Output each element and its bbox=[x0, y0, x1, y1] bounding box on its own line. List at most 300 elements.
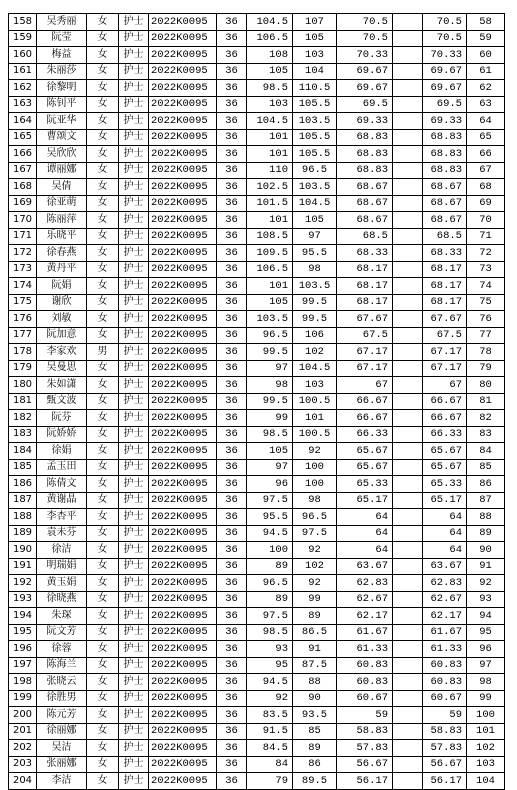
seq-cell: 196 bbox=[9, 641, 37, 658]
table-row bbox=[9, 14, 505, 31]
count-cell: 36 bbox=[217, 558, 247, 575]
table-row bbox=[9, 657, 505, 674]
score-b-cell: 92 bbox=[293, 575, 337, 592]
score-b-cell: 103.5 bbox=[293, 113, 337, 130]
score-b-cell: 97 bbox=[293, 228, 337, 245]
score-a-cell: 97.5 bbox=[247, 492, 293, 509]
score-b-cell: 99 bbox=[293, 591, 337, 608]
seq-cell: 182 bbox=[9, 410, 37, 427]
name-cell: 徐亚萌 bbox=[37, 195, 87, 212]
rank-cell: 101 bbox=[467, 723, 505, 740]
gender-cell: 女 bbox=[87, 129, 119, 146]
score-a-cell: 95 bbox=[247, 657, 293, 674]
count-cell: 36 bbox=[217, 360, 247, 377]
total-cell: 66.33 bbox=[423, 426, 467, 443]
seq-cell: 163 bbox=[9, 96, 37, 113]
score-a-cell: 98.5 bbox=[247, 80, 293, 97]
position-cell: 护士 bbox=[119, 146, 149, 163]
score-a-cell: 99.5 bbox=[247, 344, 293, 361]
position-code-cell: 2022K0095 bbox=[149, 294, 217, 311]
score-c-cell: 69.67 bbox=[337, 80, 393, 97]
position-cell: 护士 bbox=[119, 756, 149, 773]
total-cell: 68.67 bbox=[423, 195, 467, 212]
rank-cell: 86 bbox=[467, 476, 505, 493]
position-code-cell: 2022K0095 bbox=[149, 657, 217, 674]
table-row bbox=[9, 591, 505, 608]
total-cell: 70.33 bbox=[423, 47, 467, 64]
score-b-cell: 89.5 bbox=[293, 773, 337, 790]
count-cell: 36 bbox=[217, 575, 247, 592]
total-cell: 67.17 bbox=[423, 344, 467, 361]
table-row bbox=[9, 377, 505, 394]
position-cell: 护士 bbox=[119, 212, 149, 229]
gender-cell: 女 bbox=[87, 459, 119, 476]
position-cell: 护士 bbox=[119, 591, 149, 608]
position-code-cell: 2022K0095 bbox=[149, 360, 217, 377]
score-c-cell: 65.67 bbox=[337, 443, 393, 460]
score-c-cell: 70.5 bbox=[337, 14, 393, 31]
score-b-cell: 98 bbox=[293, 261, 337, 278]
position-code-cell: 2022K0095 bbox=[149, 195, 217, 212]
blank-cell bbox=[393, 459, 423, 476]
blank-cell bbox=[393, 740, 423, 757]
blank-cell bbox=[393, 756, 423, 773]
seq-cell: 158 bbox=[9, 14, 37, 31]
seq-cell: 191 bbox=[9, 558, 37, 575]
name-cell: 陈倩文 bbox=[37, 476, 87, 493]
score-a-cell: 97 bbox=[247, 360, 293, 377]
position-code-cell: 2022K0095 bbox=[149, 558, 217, 575]
score-c-cell: 62.83 bbox=[337, 575, 393, 592]
score-a-cell: 94.5 bbox=[247, 674, 293, 691]
name-cell: 吴倩 bbox=[37, 179, 87, 196]
count-cell: 36 bbox=[217, 146, 247, 163]
seq-cell: 188 bbox=[9, 509, 37, 526]
blank-cell bbox=[393, 30, 423, 47]
blank-cell bbox=[393, 410, 423, 427]
position-cell: 护士 bbox=[119, 360, 149, 377]
total-cell: 64 bbox=[423, 525, 467, 542]
score-a-cell: 89 bbox=[247, 558, 293, 575]
total-cell: 67.5 bbox=[423, 327, 467, 344]
seq-cell: 189 bbox=[9, 525, 37, 542]
table-row bbox=[9, 47, 505, 64]
gender-cell: 女 bbox=[87, 294, 119, 311]
position-cell: 护士 bbox=[119, 525, 149, 542]
position-code-cell: 2022K0095 bbox=[149, 641, 217, 658]
total-cell: 70.5 bbox=[423, 14, 467, 31]
name-cell: 吴欣欣 bbox=[37, 146, 87, 163]
total-cell: 65.17 bbox=[423, 492, 467, 509]
table-row bbox=[9, 393, 505, 410]
gender-cell: 女 bbox=[87, 723, 119, 740]
score-c-cell: 61.67 bbox=[337, 624, 393, 641]
score-b-cell: 99.5 bbox=[293, 294, 337, 311]
seq-cell: 169 bbox=[9, 195, 37, 212]
score-b-cell: 110.5 bbox=[293, 80, 337, 97]
blank-cell bbox=[393, 575, 423, 592]
score-b-cell: 104.5 bbox=[293, 360, 337, 377]
position-cell: 护士 bbox=[119, 740, 149, 757]
position-code-cell: 2022K0095 bbox=[149, 228, 217, 245]
total-cell: 58.83 bbox=[423, 723, 467, 740]
position-code-cell: 2022K0095 bbox=[149, 80, 217, 97]
gender-cell: 女 bbox=[87, 657, 119, 674]
rank-cell: 83 bbox=[467, 426, 505, 443]
rank-cell: 71 bbox=[467, 228, 505, 245]
count-cell: 36 bbox=[217, 278, 247, 295]
count-cell: 36 bbox=[217, 344, 247, 361]
table-row bbox=[9, 410, 505, 427]
table-row bbox=[9, 96, 505, 113]
count-cell: 36 bbox=[217, 228, 247, 245]
count-cell: 36 bbox=[217, 113, 247, 130]
score-b-cell: 92 bbox=[293, 542, 337, 559]
score-c-cell: 63.67 bbox=[337, 558, 393, 575]
seq-cell: 179 bbox=[9, 360, 37, 377]
position-code-cell: 2022K0095 bbox=[149, 47, 217, 64]
count-cell: 36 bbox=[217, 657, 247, 674]
total-cell: 67.17 bbox=[423, 360, 467, 377]
total-cell: 70.5 bbox=[423, 30, 467, 47]
score-b-cell: 100.5 bbox=[293, 393, 337, 410]
seq-cell: 176 bbox=[9, 311, 37, 328]
position-code-cell: 2022K0095 bbox=[149, 608, 217, 625]
blank-cell bbox=[393, 228, 423, 245]
table-row bbox=[9, 261, 505, 278]
rank-cell: 62 bbox=[467, 80, 505, 97]
table-row bbox=[9, 245, 505, 262]
seq-cell: 183 bbox=[9, 426, 37, 443]
rank-cell: 97 bbox=[467, 657, 505, 674]
rank-cell: 91 bbox=[467, 558, 505, 575]
total-cell: 65.33 bbox=[423, 476, 467, 493]
name-cell: 吴秀丽 bbox=[37, 14, 87, 31]
blank-cell bbox=[393, 96, 423, 113]
seq-cell: 174 bbox=[9, 278, 37, 295]
position-code-cell: 2022K0095 bbox=[149, 509, 217, 526]
name-cell: 袁未芬 bbox=[37, 525, 87, 542]
rank-cell: 67 bbox=[467, 162, 505, 179]
blank-cell bbox=[393, 344, 423, 361]
score-b-cell: 95.5 bbox=[293, 245, 337, 262]
position-code-cell: 2022K0095 bbox=[149, 443, 217, 460]
score-b-cell: 87.5 bbox=[293, 657, 337, 674]
table-row bbox=[9, 723, 505, 740]
score-b-cell: 91 bbox=[293, 641, 337, 658]
table-row bbox=[9, 327, 505, 344]
position-code-cell: 2022K0095 bbox=[149, 410, 217, 427]
count-cell: 36 bbox=[217, 195, 247, 212]
gender-cell: 女 bbox=[87, 212, 119, 229]
name-cell: 谢欣 bbox=[37, 294, 87, 311]
name-cell: 曹颂文 bbox=[37, 129, 87, 146]
score-a-cell: 108.5 bbox=[247, 228, 293, 245]
name-cell: 徐春燕 bbox=[37, 245, 87, 262]
gender-cell: 女 bbox=[87, 773, 119, 790]
blank-cell bbox=[393, 657, 423, 674]
position-cell: 护士 bbox=[119, 30, 149, 47]
score-a-cell: 99.5 bbox=[247, 393, 293, 410]
count-cell: 36 bbox=[217, 542, 247, 559]
gender-cell: 女 bbox=[87, 641, 119, 658]
rank-cell: 102 bbox=[467, 740, 505, 757]
name-cell: 孟玉田 bbox=[37, 459, 87, 476]
score-b-cell: 104 bbox=[293, 63, 337, 80]
score-a-cell: 98.5 bbox=[247, 426, 293, 443]
seq-cell: 159 bbox=[9, 30, 37, 47]
score-c-cell: 65.33 bbox=[337, 476, 393, 493]
score-a-cell: 94.5 bbox=[247, 525, 293, 542]
gender-cell: 女 bbox=[87, 674, 119, 691]
table-row bbox=[9, 228, 505, 245]
score-c-cell: 56.17 bbox=[337, 773, 393, 790]
total-cell: 68.83 bbox=[423, 129, 467, 146]
score-c-cell: 60.83 bbox=[337, 674, 393, 691]
rank-cell: 64 bbox=[467, 113, 505, 130]
score-a-cell: 99 bbox=[247, 410, 293, 427]
score-a-cell: 100 bbox=[247, 542, 293, 559]
position-code-cell: 2022K0095 bbox=[149, 756, 217, 773]
total-cell: 64 bbox=[423, 542, 467, 559]
count-cell: 36 bbox=[217, 773, 247, 790]
score-b-cell: 103 bbox=[293, 47, 337, 64]
count-cell: 36 bbox=[217, 690, 247, 707]
rank-cell: 75 bbox=[467, 294, 505, 311]
score-c-cell: 65.67 bbox=[337, 459, 393, 476]
score-c-cell: 67 bbox=[337, 377, 393, 394]
position-code-cell: 2022K0095 bbox=[149, 476, 217, 493]
name-cell: 黄谢晶 bbox=[37, 492, 87, 509]
blank-cell bbox=[393, 261, 423, 278]
position-code-cell: 2022K0095 bbox=[149, 327, 217, 344]
score-b-cell: 99.5 bbox=[293, 311, 337, 328]
table-row bbox=[9, 525, 505, 542]
count-cell: 36 bbox=[217, 96, 247, 113]
total-cell: 60.83 bbox=[423, 657, 467, 674]
seq-cell: 184 bbox=[9, 443, 37, 460]
name-cell: 朱如潇 bbox=[37, 377, 87, 394]
total-cell: 62.17 bbox=[423, 608, 467, 625]
blank-cell bbox=[393, 492, 423, 509]
score-b-cell: 106 bbox=[293, 327, 337, 344]
position-cell: 护士 bbox=[119, 195, 149, 212]
position-code-cell: 2022K0095 bbox=[149, 690, 217, 707]
position-code-cell: 2022K0095 bbox=[149, 542, 217, 559]
count-cell: 36 bbox=[217, 608, 247, 625]
seq-cell: 194 bbox=[9, 608, 37, 625]
score-a-cell: 98.5 bbox=[247, 624, 293, 641]
name-cell: 陈海兰 bbox=[37, 657, 87, 674]
score-b-cell: 86 bbox=[293, 756, 337, 773]
score-b-cell: 88 bbox=[293, 674, 337, 691]
gender-cell: 女 bbox=[87, 278, 119, 295]
score-b-cell: 105.5 bbox=[293, 146, 337, 163]
total-cell: 68.17 bbox=[423, 261, 467, 278]
position-cell: 护士 bbox=[119, 327, 149, 344]
gender-cell: 女 bbox=[87, 14, 119, 31]
seq-cell: 162 bbox=[9, 80, 37, 97]
position-code-cell: 2022K0095 bbox=[149, 113, 217, 130]
position-code-cell: 2022K0095 bbox=[149, 261, 217, 278]
score-a-cell: 96.5 bbox=[247, 327, 293, 344]
score-a-cell: 101 bbox=[247, 212, 293, 229]
position-cell: 护士 bbox=[119, 377, 149, 394]
table-row bbox=[9, 509, 505, 526]
seq-cell: 175 bbox=[9, 294, 37, 311]
position-cell: 护士 bbox=[119, 575, 149, 592]
gender-cell: 女 bbox=[87, 492, 119, 509]
table-row bbox=[9, 344, 505, 361]
total-cell: 60.67 bbox=[423, 690, 467, 707]
position-code-cell: 2022K0095 bbox=[149, 278, 217, 295]
rank-cell: 80 bbox=[467, 377, 505, 394]
count-cell: 36 bbox=[217, 327, 247, 344]
score-a-cell: 106.5 bbox=[247, 30, 293, 47]
table-row bbox=[9, 459, 505, 476]
name-cell: 阮文芳 bbox=[37, 624, 87, 641]
score-c-cell: 62.17 bbox=[337, 608, 393, 625]
blank-cell bbox=[393, 608, 423, 625]
count-cell: 36 bbox=[217, 641, 247, 658]
score-c-cell: 66.67 bbox=[337, 410, 393, 427]
seq-cell: 186 bbox=[9, 476, 37, 493]
score-a-cell: 84.5 bbox=[247, 740, 293, 757]
gender-cell: 女 bbox=[87, 608, 119, 625]
score-b-cell: 89 bbox=[293, 608, 337, 625]
blank-cell bbox=[393, 707, 423, 724]
rank-cell: 74 bbox=[467, 278, 505, 295]
score-a-cell: 92 bbox=[247, 690, 293, 707]
name-cell: 黄丹平 bbox=[37, 261, 87, 278]
rank-cell: 58 bbox=[467, 14, 505, 31]
score-a-cell: 95.5 bbox=[247, 509, 293, 526]
position-cell: 护士 bbox=[119, 47, 149, 64]
seq-cell: 181 bbox=[9, 393, 37, 410]
gender-cell: 女 bbox=[87, 96, 119, 113]
position-code-cell: 2022K0095 bbox=[149, 96, 217, 113]
name-cell: 明瑞娟 bbox=[37, 558, 87, 575]
seq-cell: 204 bbox=[9, 773, 37, 790]
seq-cell: 160 bbox=[9, 47, 37, 64]
score-c-cell: 57.83 bbox=[337, 740, 393, 757]
score-b-cell: 105 bbox=[293, 212, 337, 229]
rank-cell: 85 bbox=[467, 459, 505, 476]
gender-cell: 女 bbox=[87, 360, 119, 377]
position-cell: 护士 bbox=[119, 426, 149, 443]
name-cell: 徐丽娜 bbox=[37, 723, 87, 740]
score-c-cell: 68.17 bbox=[337, 294, 393, 311]
total-cell: 69.67 bbox=[423, 63, 467, 80]
total-cell: 67 bbox=[423, 377, 467, 394]
seq-cell: 198 bbox=[9, 674, 37, 691]
position-code-cell: 2022K0095 bbox=[149, 740, 217, 757]
seq-cell: 200 bbox=[9, 707, 37, 724]
seq-cell: 165 bbox=[9, 129, 37, 146]
count-cell: 36 bbox=[217, 476, 247, 493]
gender-cell: 女 bbox=[87, 690, 119, 707]
name-cell: 张晓云 bbox=[37, 674, 87, 691]
name-cell: 徐黎明 bbox=[37, 80, 87, 97]
table-row bbox=[9, 608, 505, 625]
position-code-cell: 2022K0095 bbox=[149, 179, 217, 196]
blank-cell bbox=[393, 47, 423, 64]
name-cell: 甄文波 bbox=[37, 393, 87, 410]
table-row bbox=[9, 443, 505, 460]
total-cell: 66.67 bbox=[423, 410, 467, 427]
position-cell: 护士 bbox=[119, 80, 149, 97]
position-cell: 护士 bbox=[119, 14, 149, 31]
table-row bbox=[9, 773, 505, 790]
gender-cell: 男 bbox=[87, 344, 119, 361]
rank-cell: 77 bbox=[467, 327, 505, 344]
seq-cell: 202 bbox=[9, 740, 37, 757]
blank-cell bbox=[393, 542, 423, 559]
table-row bbox=[9, 30, 505, 47]
table-row bbox=[9, 558, 505, 575]
rank-cell: 69 bbox=[467, 195, 505, 212]
score-b-cell: 103 bbox=[293, 377, 337, 394]
gender-cell: 女 bbox=[87, 624, 119, 641]
table-row bbox=[9, 360, 505, 377]
table-row bbox=[9, 113, 505, 130]
score-a-cell: 103.5 bbox=[247, 311, 293, 328]
seq-cell: 161 bbox=[9, 63, 37, 80]
position-code-cell: 2022K0095 bbox=[149, 723, 217, 740]
rank-cell: 76 bbox=[467, 311, 505, 328]
score-c-cell: 61.33 bbox=[337, 641, 393, 658]
score-c-cell: 68.17 bbox=[337, 278, 393, 295]
rank-cell: 79 bbox=[467, 360, 505, 377]
gender-cell: 女 bbox=[87, 80, 119, 97]
score-c-cell: 69.5 bbox=[337, 96, 393, 113]
score-b-cell: 102 bbox=[293, 558, 337, 575]
gender-cell: 女 bbox=[87, 542, 119, 559]
rank-cell: 88 bbox=[467, 509, 505, 526]
position-cell: 护士 bbox=[119, 228, 149, 245]
gender-cell: 女 bbox=[87, 756, 119, 773]
count-cell: 36 bbox=[217, 525, 247, 542]
seq-cell: 195 bbox=[9, 624, 37, 641]
count-cell: 36 bbox=[217, 294, 247, 311]
table-row bbox=[9, 426, 505, 443]
table-row bbox=[9, 707, 505, 724]
position-code-cell: 2022K0095 bbox=[149, 773, 217, 790]
score-c-cell: 67.17 bbox=[337, 344, 393, 361]
score-c-cell: 64 bbox=[337, 525, 393, 542]
table-row bbox=[9, 476, 505, 493]
score-a-cell: 84 bbox=[247, 756, 293, 773]
total-cell: 68.83 bbox=[423, 146, 467, 163]
total-cell: 60.83 bbox=[423, 674, 467, 691]
position-code-cell: 2022K0095 bbox=[149, 30, 217, 47]
total-cell: 56.17 bbox=[423, 773, 467, 790]
name-cell: 刘敏 bbox=[37, 311, 87, 328]
blank-cell bbox=[393, 245, 423, 262]
name-cell: 徐蓉 bbox=[37, 641, 87, 658]
blank-cell bbox=[393, 773, 423, 790]
seq-cell: 178 bbox=[9, 344, 37, 361]
total-cell: 68.67 bbox=[423, 212, 467, 229]
position-cell: 护士 bbox=[119, 558, 149, 575]
gender-cell: 女 bbox=[87, 162, 119, 179]
gender-cell: 女 bbox=[87, 525, 119, 542]
rank-cell: 84 bbox=[467, 443, 505, 460]
table-row bbox=[9, 162, 505, 179]
score-c-cell: 70.33 bbox=[337, 47, 393, 64]
score-b-cell: 89 bbox=[293, 740, 337, 757]
blank-cell bbox=[393, 641, 423, 658]
